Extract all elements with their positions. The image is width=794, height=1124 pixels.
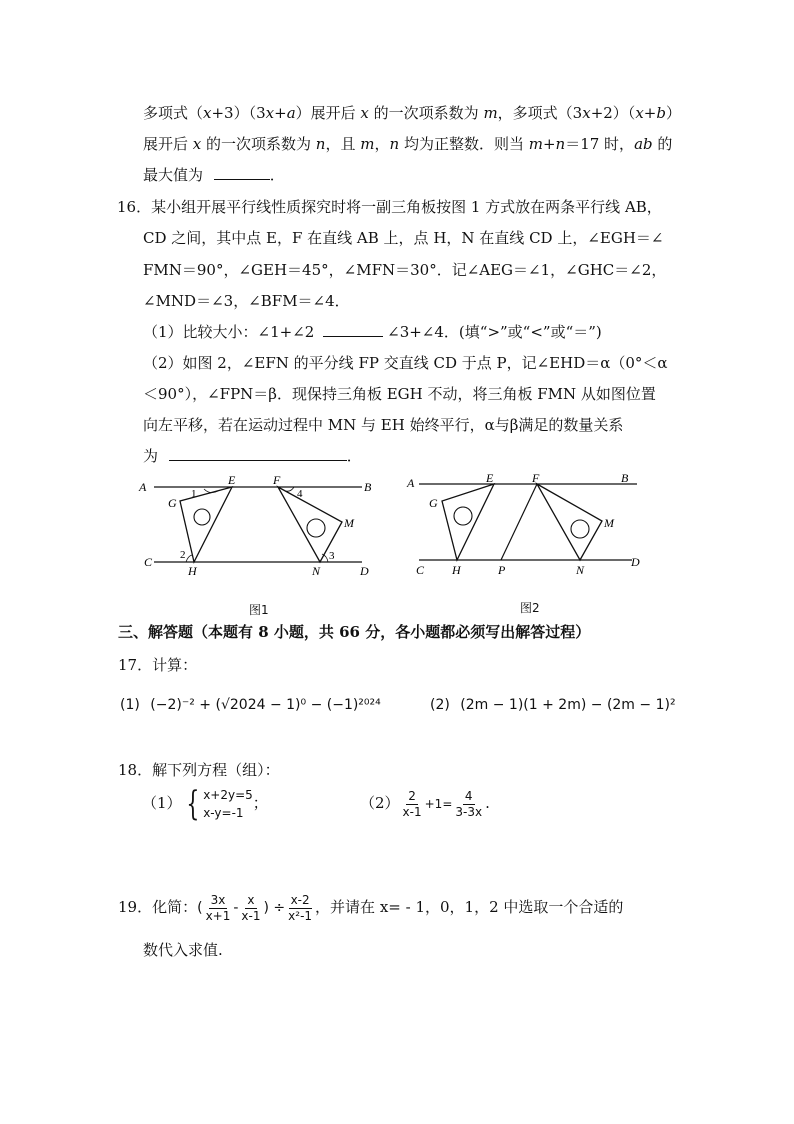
- label-b: B: [364, 480, 372, 494]
- label-2: 2: [180, 549, 186, 561]
- fraction: [453, 789, 484, 820]
- line-fp: [501, 484, 537, 560]
- label-n: N: [312, 564, 321, 578]
- figure-1-caption: 图1: [249, 603, 269, 617]
- q16-text: （2）如图 2，∠EFN 的平分线 FP 交直线 CD 于点 P，记∠EHD＝α（0°＜α: [143, 354, 668, 372]
- q16-text: 16．某小组开展平行线性质探究时将一副三角板按图 1 方式放在两条平行线 AB，: [117, 198, 662, 216]
- angle-2-arc: [186, 555, 192, 562]
- q18-part1: [142, 784, 268, 824]
- label-a: A: [139, 480, 147, 494]
- label-b: B: [621, 471, 629, 485]
- q15-text: ＝17 时，: [565, 135, 635, 153]
- q15-var: n: [555, 135, 566, 153]
- q16-line8: [143, 415, 623, 435]
- label-a: A: [407, 476, 415, 490]
- q18-part2-label: （2）: [360, 794, 400, 812]
- q16-line9: [143, 446, 362, 466]
- q17-title: 17．计算：: [118, 656, 198, 674]
- fraction: [286, 893, 314, 924]
- q19-line2: 数代入求值.: [143, 941, 223, 959]
- q17-part1-expr: (−2)⁻² + (√2024 − 1)⁰ − (−1)²⁰²⁴: [150, 697, 381, 713]
- q15-var: x: [582, 104, 591, 122]
- numerator: x-2: [290, 892, 310, 907]
- q18-text: +1=: [424, 797, 453, 811]
- q15-var: n: [389, 135, 400, 153]
- q16-line5: [143, 322, 602, 342]
- triangle-fmn: [537, 484, 602, 560]
- q19-text: (: [197, 900, 203, 916]
- figure-2: [402, 468, 652, 580]
- q15-text: 最大值为: [143, 166, 204, 184]
- label-m: M: [344, 516, 354, 530]
- q15-var: x: [360, 104, 369, 122]
- denominator: x+1: [205, 908, 231, 923]
- answer-blank[interactable]: [214, 165, 270, 180]
- label-e: E: [486, 471, 494, 485]
- q16-text: ∠3+∠4．(填“>”或“<”或“＝”): [387, 323, 602, 341]
- fraction: [401, 789, 424, 820]
- q15-var: x: [635, 104, 644, 122]
- numerator: 3x: [210, 892, 226, 907]
- label-g: G: [168, 496, 177, 510]
- q16-text: ∠MND＝∠3，∠BFM＝∠4．: [143, 292, 350, 310]
- q15-var: ab: [634, 135, 653, 153]
- q15-var: x: [203, 104, 212, 122]
- q15-text: ．: [269, 166, 285, 184]
- q15-text: 展开后: [143, 135, 193, 153]
- q16-text: 向左平移，若在运动过程中 MN 与 EH 始终平行，α与β满足的数量关系: [143, 416, 624, 434]
- q15-var: m: [360, 135, 375, 153]
- q16-line6: [143, 353, 668, 373]
- fraction: [204, 893, 233, 924]
- label-m: M: [604, 516, 614, 530]
- label-1: 1: [191, 488, 197, 500]
- label-n: N: [576, 563, 585, 577]
- section-heading: 三、解答题（本题有 8 小题，共 66 分，各小题都必须写出解答过程）: [118, 623, 591, 641]
- q19-label: 19．化简：: [118, 898, 198, 916]
- q19-text: -: [233, 900, 239, 916]
- q15-var: m: [528, 135, 543, 153]
- q15-var: m: [483, 104, 498, 122]
- denominator: 3-3x: [455, 804, 483, 819]
- denominator: x-1: [241, 908, 261, 923]
- label-4: 4: [297, 488, 303, 500]
- equation-system: [203, 786, 253, 822]
- label-h: H: [452, 563, 461, 577]
- q17-part1: [120, 695, 381, 715]
- denominator: x²-1: [288, 908, 313, 923]
- label-c: C: [144, 555, 153, 569]
- angle-4-arc: [286, 487, 294, 491]
- q15-text: +3）（3: [211, 104, 266, 122]
- label-p: P: [498, 563, 506, 577]
- q15-text: ，且: [325, 135, 361, 153]
- q15-text: 多项式（: [143, 104, 204, 122]
- label-f: F: [273, 474, 281, 487]
- label-d: D: [360, 564, 369, 578]
- q15-var: x: [192, 135, 202, 153]
- q19-text: ，并请在 x= - 1，0，1，2 中选取一个合适的: [315, 898, 624, 916]
- q15-text: ）: [665, 104, 681, 122]
- label-g: G: [429, 496, 438, 510]
- q15-var: b: [656, 104, 666, 122]
- label-e: E: [228, 474, 236, 487]
- q15-text: 均为正整数．则当: [399, 135, 529, 153]
- q18-title: 18．解下列方程（组）：: [118, 761, 280, 779]
- q15-line3: [143, 165, 285, 185]
- q16-text: CD 之间，其中点 E，F 在直线 AB 上，点 H，N 在直线 CD 上，∠EGH＝∠: [143, 229, 664, 247]
- q19-text: ) ÷: [263, 900, 286, 916]
- q15-text: +2）（: [590, 104, 636, 122]
- q16-line4: [143, 291, 350, 311]
- triangle-egh-hole: [454, 507, 472, 525]
- label-c: C: [416, 563, 425, 577]
- triangle-fmn-hole: [571, 520, 589, 538]
- q18-part1-label: （1）: [142, 794, 182, 812]
- figure-1: [134, 474, 374, 586]
- q15-line2: [143, 134, 672, 154]
- numerator: x: [247, 892, 255, 907]
- label-f: F: [532, 471, 540, 485]
- triangle-fmn-hole: [307, 519, 325, 537]
- triangle-egh-hole: [194, 509, 210, 525]
- equation-1: x+2y=5: [203, 788, 253, 802]
- q16-line2: [143, 228, 664, 248]
- label-d: D: [631, 555, 640, 569]
- figure-2-caption: 图2: [520, 601, 540, 615]
- q15-text: +: [274, 104, 287, 122]
- q17-part2-label: (2): [430, 697, 450, 713]
- brace: {: [185, 784, 199, 824]
- q15-text: +: [643, 104, 657, 122]
- q15-var: a: [286, 104, 296, 122]
- q17-part2-expr: (2m − 1)(1 + 2m) − (2m − 1)²: [460, 697, 676, 713]
- q16-line7: [143, 384, 656, 404]
- q18-text: ；: [252, 794, 268, 812]
- q16-line1: [117, 197, 662, 217]
- equation-2: x-y=-1: [203, 806, 244, 820]
- q15-text: +: [542, 135, 556, 153]
- q19-line1: [118, 889, 623, 927]
- numerator: 4: [464, 788, 473, 803]
- q15-text: 的一次项系数为: [201, 135, 316, 153]
- q15-text: 的一次项系数为: [368, 104, 484, 122]
- q15-text: ，: [374, 135, 390, 153]
- q18-text: .: [485, 794, 490, 812]
- fraction: [239, 893, 262, 924]
- q16-text: 为: [143, 447, 159, 465]
- q17-part2: [430, 695, 676, 715]
- answer-blank[interactable]: [323, 322, 383, 337]
- q15-var: x: [265, 104, 275, 122]
- answer-blank[interactable]: [169, 446, 347, 461]
- q17-part1-label: (1): [120, 697, 140, 713]
- q15-var: n: [315, 135, 326, 153]
- label-h: H: [188, 564, 197, 578]
- q16-text: FMN＝90°，∠GEH＝45°，∠MFN＝30°．记∠AEG＝∠1，∠GHC＝∠2，: [143, 261, 667, 279]
- q16-line3: [143, 260, 666, 280]
- q16-text: ＜90°），∠FPN＝β．现保持三角板 EGH 不动，将三角板 FMN 从如图位置: [143, 385, 656, 403]
- q15-text: ）展开后: [295, 104, 361, 122]
- numerator: 2: [408, 788, 416, 803]
- denominator: x-1: [402, 804, 422, 819]
- q16-text: ．: [346, 447, 362, 465]
- q15-line1: [143, 103, 681, 123]
- q15-text: 的: [652, 135, 673, 153]
- label-3: 3: [329, 550, 335, 562]
- triangle-egh: [442, 484, 494, 560]
- q15-text: ，多项式（3: [497, 104, 583, 122]
- q18-part2: [360, 786, 490, 822]
- q16-text: （1）比较大小：∠1+∠2: [143, 323, 315, 341]
